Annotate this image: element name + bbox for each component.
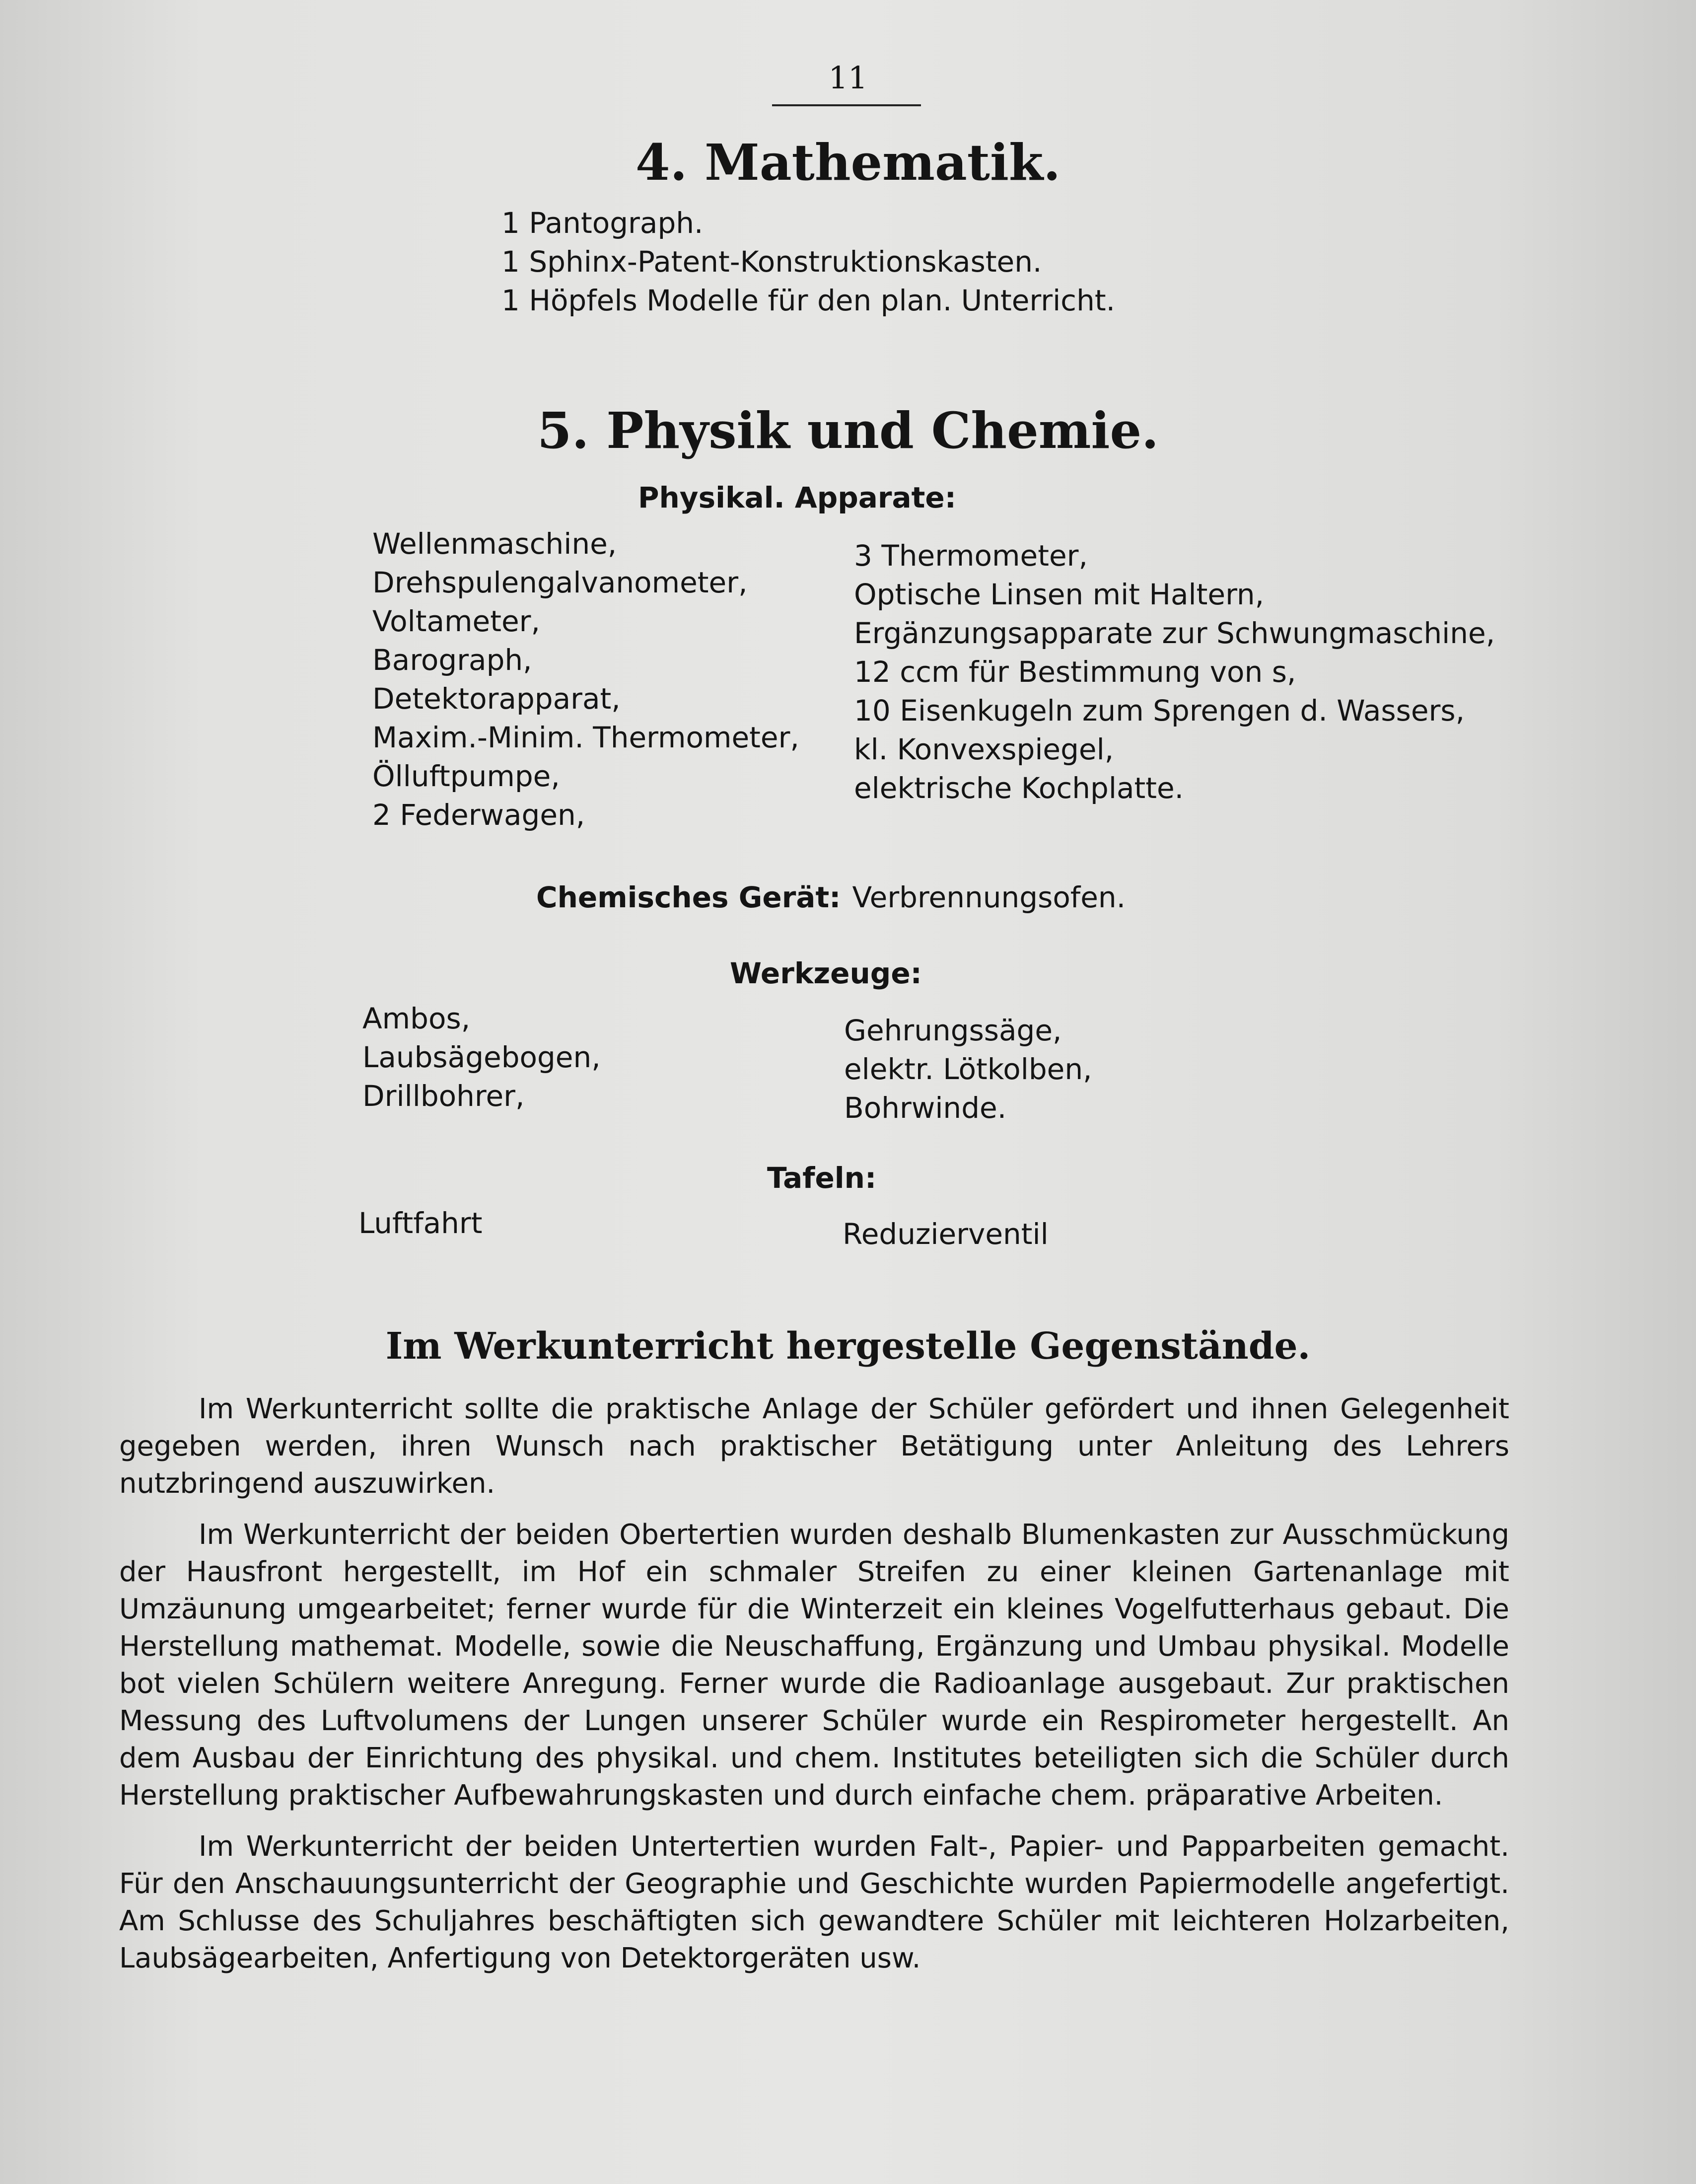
list-item: elektr. Lötkolben, xyxy=(844,1052,1092,1086)
list-item: 12 ccm für Bestimmung von s, xyxy=(854,655,1296,689)
list-item: Optische Linsen mit Haltern, xyxy=(854,578,1265,611)
page-number-rule xyxy=(772,104,921,106)
tafeln-left-item: Luftfahrt xyxy=(358,1206,483,1240)
paragraph: Im Werkunterricht der beiden Obertertien wurden deshalb Blumenkasten zur Ausschmückung der Hausfront hergestellt, im Hof ein schmaler Streifen zu einer kleinen Gartenanlage mit Umzäunung umgearbeitet; ferner wurde für die Winterzeit ein kleines Vogelfutterhaus gebaut. Die Herstellung mathemat. Modelle, sowie die Neuschaffung, Ergänzung und Umbau physikal. Modelle bot vielen Schülern weitere Anregung. Ferner wurde die Radioanlage ausgebaut. Zur praktischen Messung des Luftvolumens der Lungen unserer Schüler wurde ein Respirometer hergestellt. An dem Ausbau der Einrichtung des physikal. und chem. Institutes beteiligten sich die Schüler durch Herstellung praktischer Aufbewahrungskasten und durch einfache chem. präparative Arbeiten. xyxy=(119,1519,1509,1812)
paragraph: Im Werkunterricht der beiden Untertertien wurden Falt-, Papier- und Papparbeiten gemacht. Für den Anschauungsunterricht der Geographie und Geschichte wurden Papiermodelle angefertigt. Am Schlusse des Schuljahres beschäftigten sich gewandtere Schüler mit leichteren Holzarbeiten, Laubsägearbeiten, Anfertigung von Detektorgeräten usw. xyxy=(119,1830,1509,1974)
list-item: elektrische Kochplatte. xyxy=(854,771,1184,805)
list-item: Ambos, xyxy=(362,1002,471,1035)
subheading-chemisches-geraet: Chemisches Gerät: xyxy=(536,880,841,914)
werkunterricht-body xyxy=(119,1390,1509,1977)
werkzeuge-right-column xyxy=(844,1011,1092,1127)
list-item: kl. Konvexspiegel, xyxy=(854,732,1114,766)
list-item: 1 Pantograph. xyxy=(501,206,704,240)
subheading-physikal-apparate: Physikal. Apparate: xyxy=(638,481,956,514)
list-item: Detektorapparat, xyxy=(372,682,621,716)
mathematik-list xyxy=(501,204,1115,320)
list-item: 10 Eisenkugeln zum Sprengen d. Wassers, xyxy=(854,694,1465,728)
heading-werkunterricht: Im Werkunterricht hergestelle Gegenstände. xyxy=(385,1325,1311,1368)
heading-physik-chemie: 5. Physik und Chemie. xyxy=(537,401,1159,460)
subheading-werkzeuge: Werkzeuge: xyxy=(730,956,922,990)
apparate-left-column xyxy=(372,524,799,834)
paragraph: Im Werkunterricht sollte die praktische Anlage der Schüler gefördert und ihnen Gelegenheit gegeben werden, ihren Wunsch nach praktischer Betätigung unter Anleitung des Lehrers nutzbringend auszuwirken. xyxy=(119,1393,1509,1500)
list-item: Ergänzungsapparate zur Schwungmaschine, xyxy=(854,616,1495,650)
list-item: Bohrwinde. xyxy=(844,1091,1007,1125)
apparate-right-column xyxy=(854,536,1495,807)
chemisches-geraet-line xyxy=(536,878,1126,917)
list-item: Laubsägebogen, xyxy=(362,1040,601,1074)
heading-mathematik: 4. Mathematik. xyxy=(635,133,1061,192)
list-item: 1 Höpfels Modelle für den plan. Unterricht. xyxy=(501,284,1116,317)
list-item: Maxim.-Minim. Thermometer, xyxy=(372,721,799,754)
page-number: 11 xyxy=(828,60,868,96)
chemisches-geraet-value: Verbrennungsofen. xyxy=(852,880,1126,914)
list-item: Ölluftpumpe, xyxy=(372,759,560,793)
list-item: 1 Sphinx-Patent-Konstruktionskasten. xyxy=(501,245,1042,279)
list-item: Barograph, xyxy=(372,643,532,677)
list-item: 2 Federwagen, xyxy=(372,798,585,832)
list-item: Drillbohrer, xyxy=(362,1079,525,1113)
list-item: Wellenmaschine, xyxy=(372,527,617,561)
list-item: Drehspulengalvanometer, xyxy=(372,566,748,599)
list-item: Voltameter, xyxy=(372,604,540,638)
tafeln-right-item: Reduzierventil xyxy=(843,1217,1049,1251)
subheading-tafeln: Tafeln: xyxy=(767,1161,877,1195)
list-item: 3 Thermometer, xyxy=(854,539,1088,573)
list-item: Gehrungssäge, xyxy=(844,1014,1062,1047)
werkzeuge-left-column xyxy=(362,999,601,1115)
